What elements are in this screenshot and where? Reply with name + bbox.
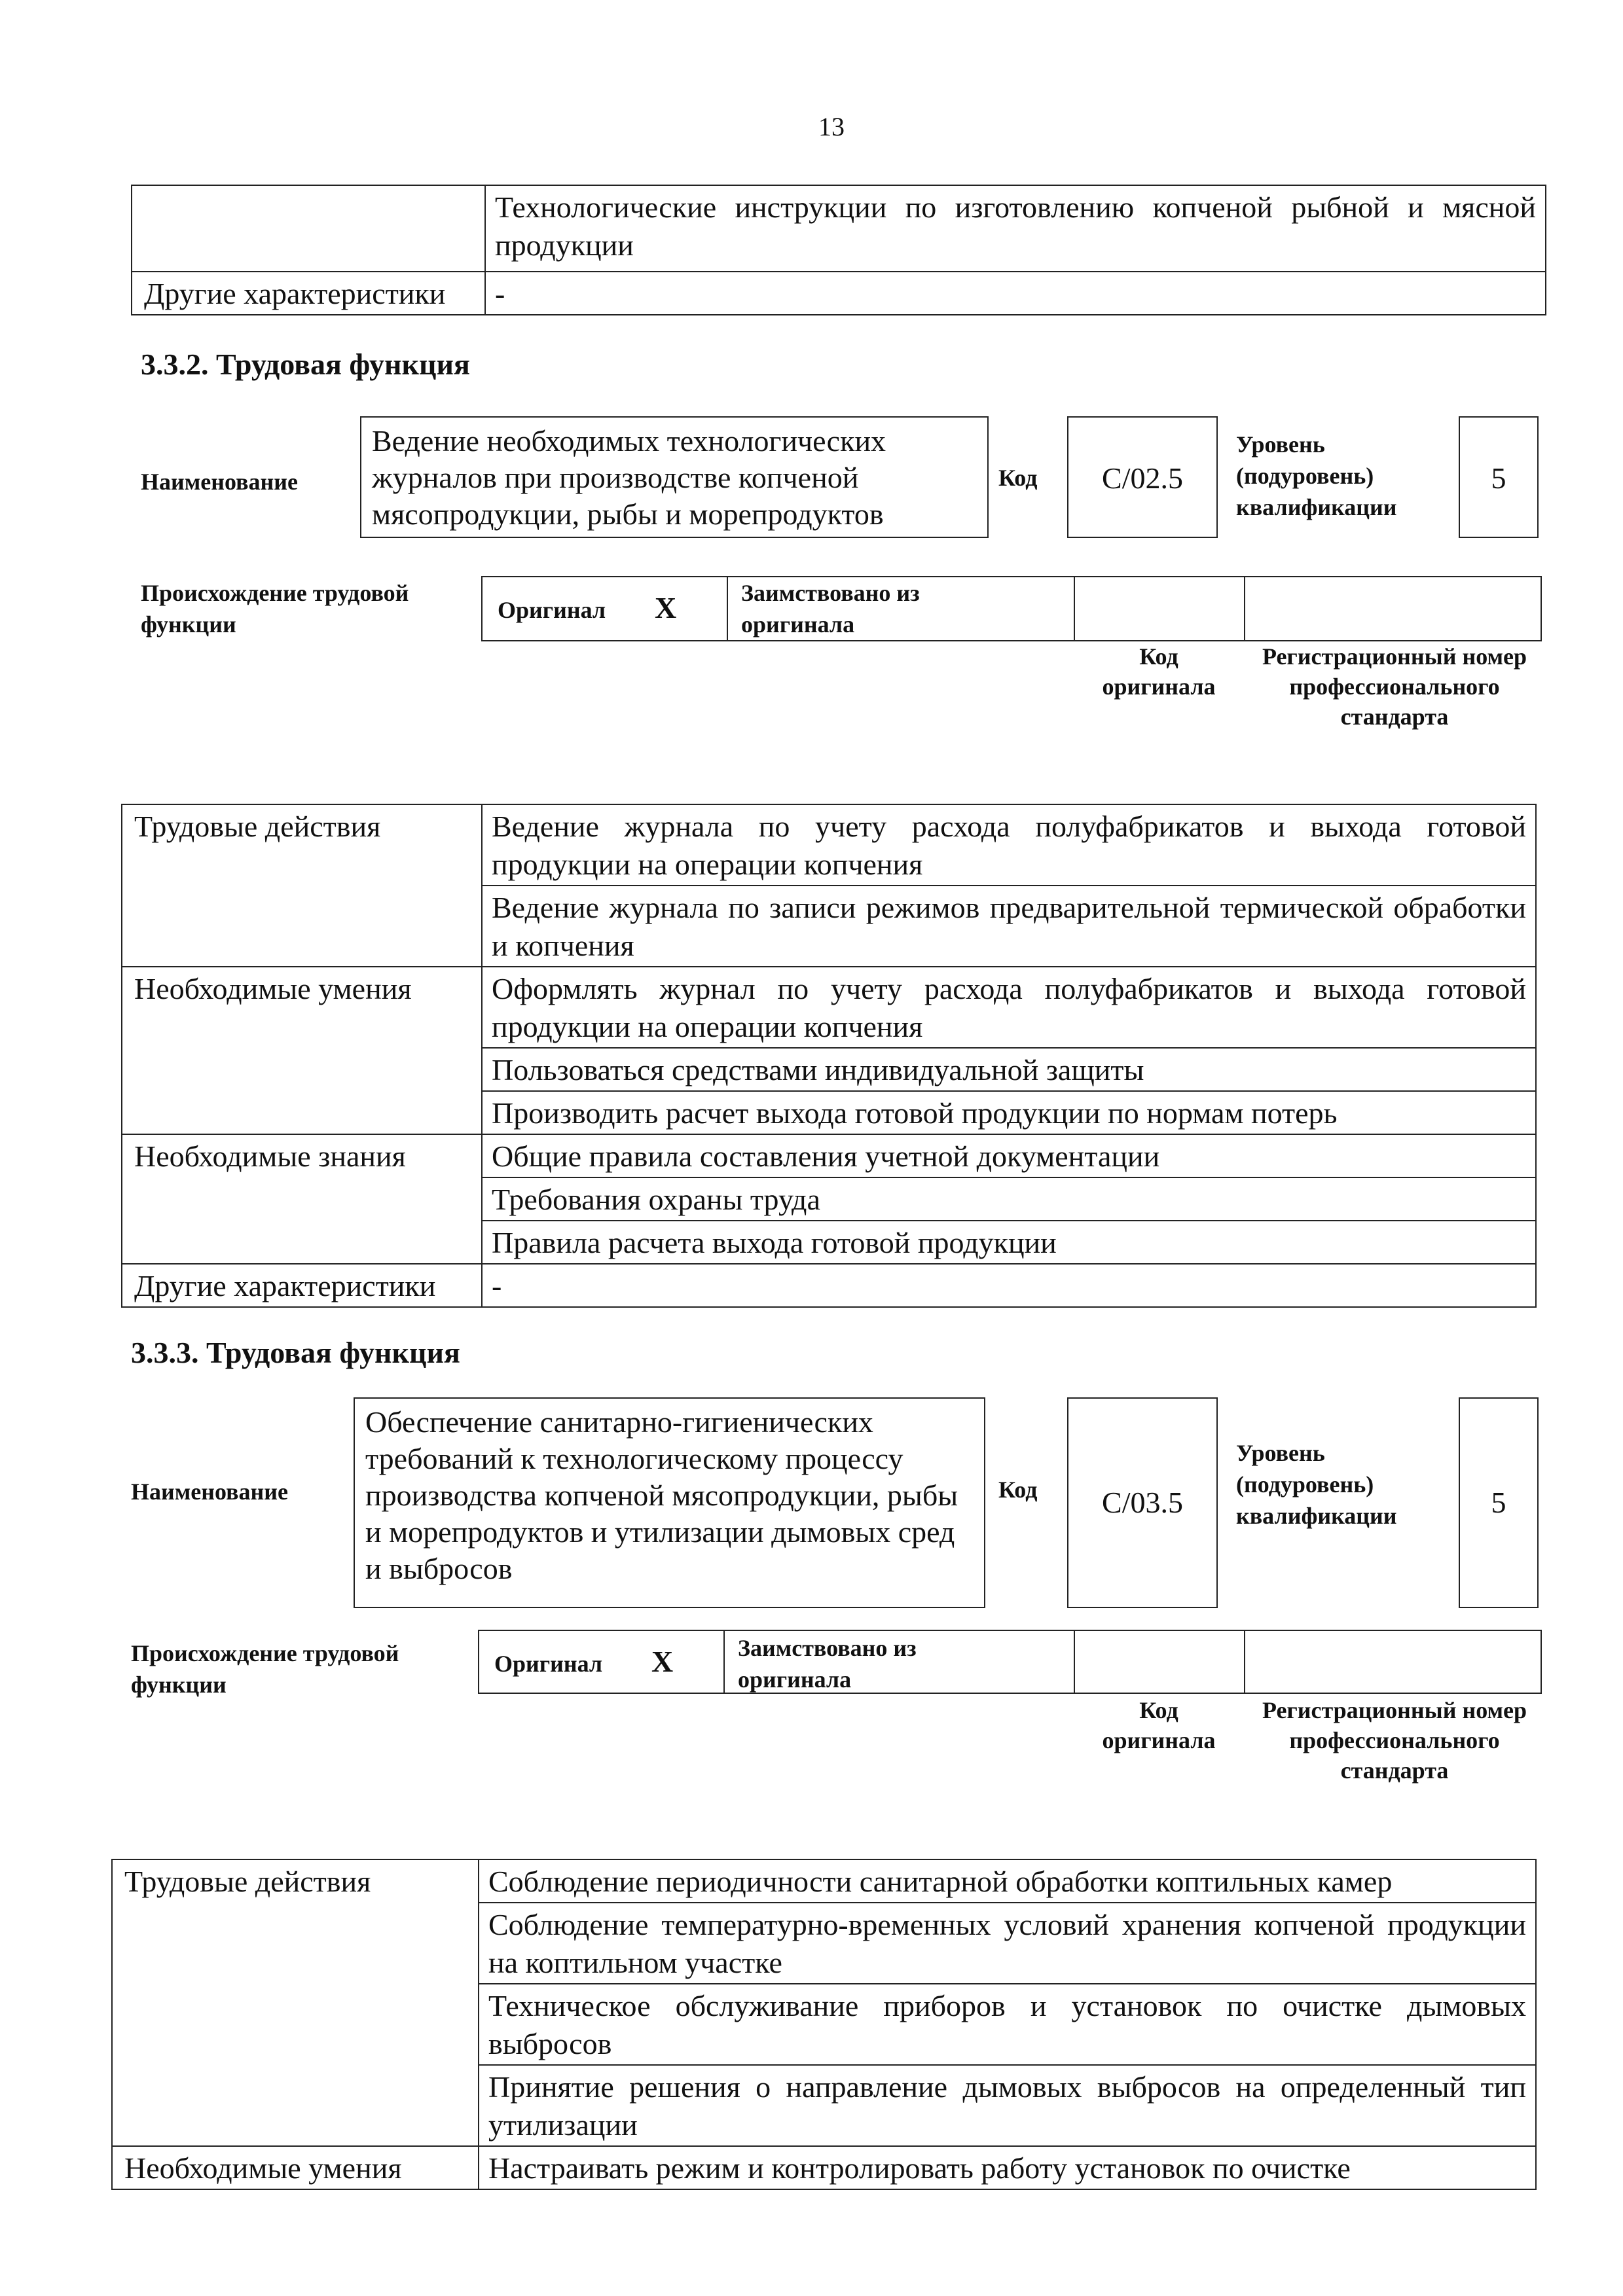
code-original-caption: Код оригинала [1102,1697,1216,1753]
original-label: Оригинал [498,597,606,623]
page-number: 13 [818,112,845,141]
reg-number-caption: Регистрационный номер профессионального стандарта [1262,1697,1527,1784]
code-box [1067,1397,1218,1608]
origin-divider [723,1630,725,1694]
row-label: Другие характеристики [132,272,485,315]
row-value: - [482,1264,1536,1307]
origin-box [478,1630,1542,1694]
origin-label: Происхождение трудовой функции [131,1640,399,1698]
row-value: Соблюдение температурно-временных условий хранения копченой продукции на коптильном участке [479,1903,1536,1984]
row-value: Настраивать режим и контролировать работу установок по очистке [479,2146,1536,2189]
table-row [112,2146,1536,2189]
row-value: Соблюдение периодичности санитарной обработки коптильных камер [479,1859,1536,1903]
level-label: Уровень (подуровень) квалификации [1236,1440,1397,1529]
row-value: Технологические инструкции по изготовлению копченой рыбной и мясной продукции [485,185,1546,272]
borrowed-label: Заимствовано из оригинала [741,580,920,637]
original-mark: Х [651,1645,674,1678]
row-label [132,185,485,272]
row-value: Производить расчет выхода готовой продукции по нормам потерь [482,1091,1536,1134]
row-value: Ведение журнала по записи режимов предварительной термической обработки и копчения [482,886,1536,967]
borrowed-label: Заимствовано из оригинала [738,1635,917,1693]
function-name-box: Обеспечение санитарно-гигиенических требований к технологическому процессу производства копченой мясопродукции, рыбы и морепродуктов и утилизации дымовых сред и выбросов [354,1397,985,1608]
row-label: Трудовые действия [122,804,482,967]
function-name-box: Ведение необходимых технологических журналов при производстве копченой мясопродукции, рыбы и морепродуктов [360,416,989,538]
original-mark: Х [655,591,677,624]
origin-divider [1244,1630,1245,1694]
details-table [121,804,1537,1308]
name-label: Наименование [131,1479,288,1505]
section-heading: 3.3.2. Трудовая функция [141,348,470,381]
row-label: Необходимые знания [122,1134,482,1264]
table-row [122,1264,1536,1307]
table-row [122,804,1536,886]
row-value: Техническое обслуживание приборов и установок по очистке дымовых выбросов [479,1984,1536,2065]
level-value: 5 [1491,1486,1506,1519]
top-table [131,185,1546,315]
level-box [1459,416,1539,538]
row-value: Пользоваться средствами индивидуальной защиты [482,1048,1536,1091]
origin-divider [727,576,728,641]
details-table [111,1859,1537,2190]
origin-label: Происхождение трудовой функции [141,580,409,637]
row-label: Необходимые умения [112,2146,479,2189]
code-box [1067,416,1218,538]
level-value: 5 [1491,461,1506,495]
table-row [132,185,1546,272]
table-row [112,1859,1536,1903]
origin-divider [1074,576,1075,641]
table-row [132,272,1546,315]
level-box [1459,1397,1539,1608]
code-original-caption: Код оригинала [1102,643,1216,700]
row-value: Ведение журнала по учету расхода полуфабрикатов и выхода готовой продукции на операции копчения [482,804,1536,886]
origin-divider [1074,1630,1075,1694]
origin-box [481,576,1542,641]
table-row [122,1134,1536,1177]
row-value: - [485,272,1546,315]
section-heading: 3.3.3. Трудовая функция [131,1336,460,1369]
row-label: Необходимые умения [122,967,482,1134]
name-label: Наименование [141,469,298,495]
row-value: Требования охраны труда [482,1177,1536,1221]
row-value: Правила расчета выхода готовой продукции [482,1221,1536,1264]
code-label: Код [998,465,1038,491]
row-label: Другие характеристики [122,1264,482,1307]
table-row [122,967,1536,1048]
row-value: Оформлять журнал по учету расхода полуфабрикатов и выхода готовой продукции на операции копчения [482,967,1536,1048]
row-value: Общие правила составления учетной документации [482,1134,1536,1177]
origin-divider [1244,576,1245,641]
row-label: Трудовые действия [112,1859,479,2146]
reg-number-caption: Регистрационный номер профессионального стандарта [1262,643,1527,730]
code-value: С/02.5 [1102,461,1183,495]
original-label: Оригинал [494,1651,603,1677]
row-value: Принятие решения о направление дымовых выбросов на определенный тип утилизации [479,2065,1536,2146]
code-value: С/03.5 [1102,1486,1183,1519]
level-label: Уровень (подуровень) квалификации [1236,431,1397,520]
code-label: Код [998,1477,1038,1503]
